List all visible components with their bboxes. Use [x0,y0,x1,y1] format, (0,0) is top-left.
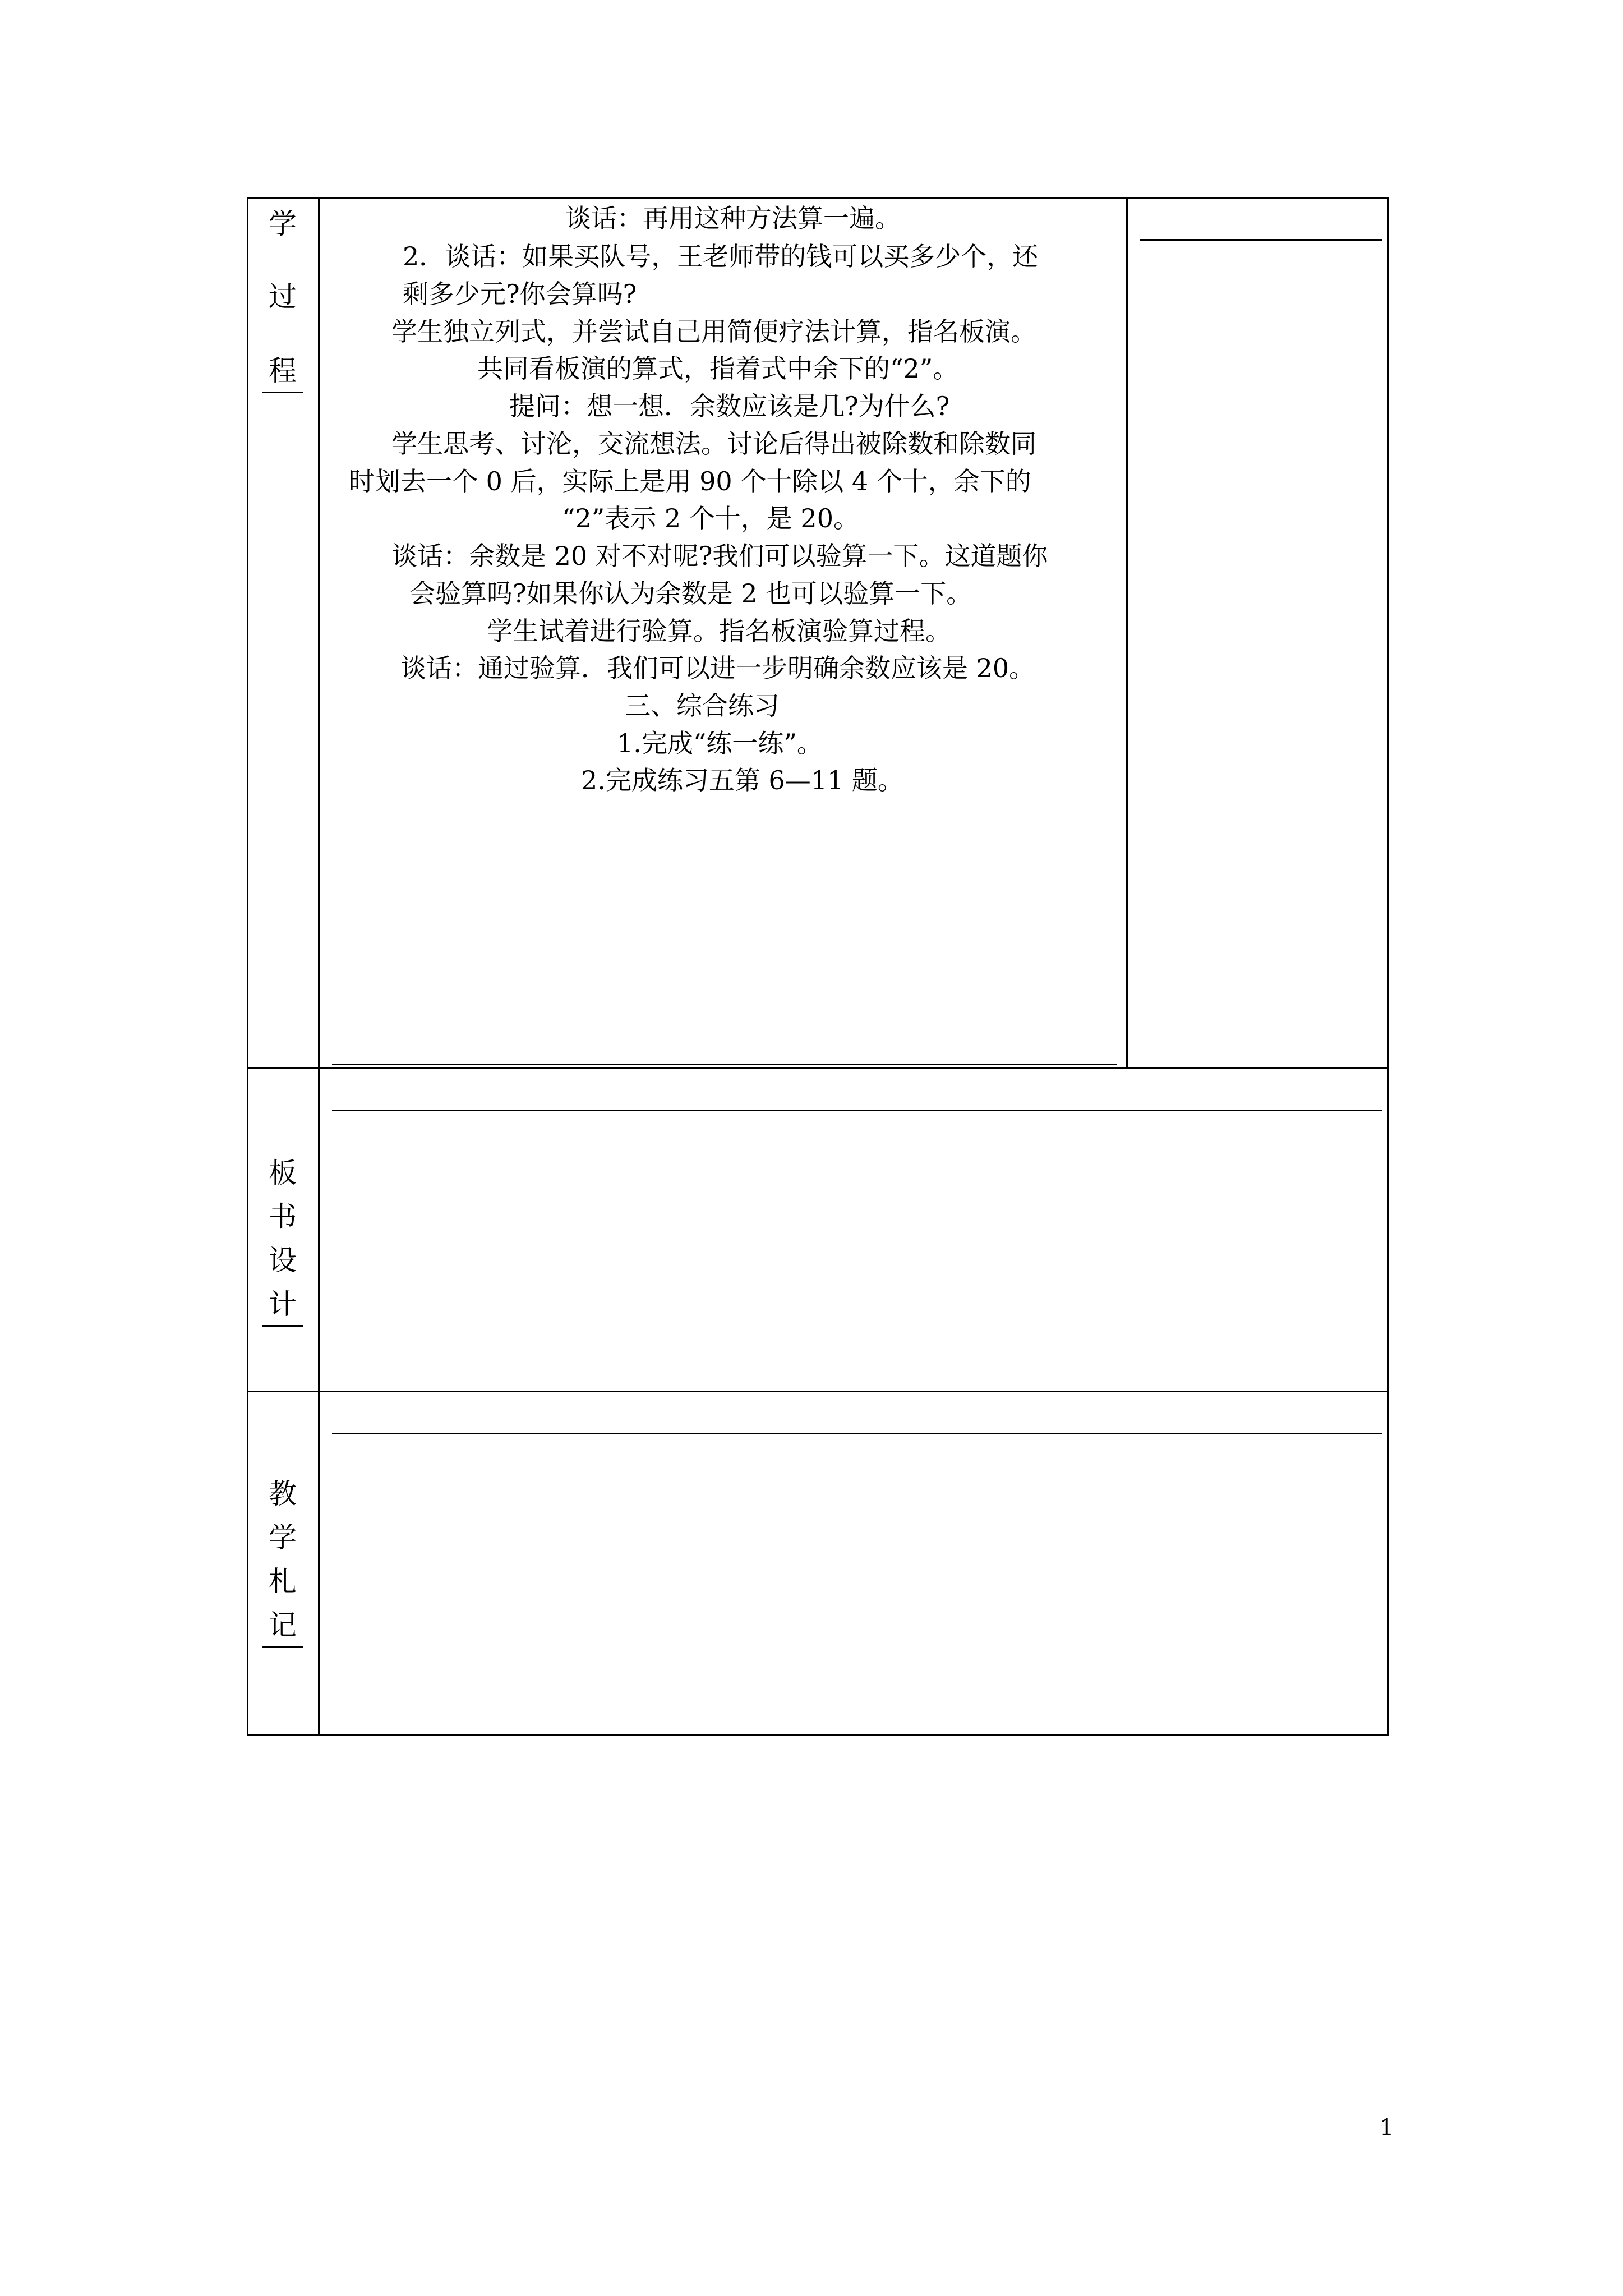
content-line: 谈话：通过验算．我们可以进一步明确余数应该是 20。 [400,653,1035,683]
label-underline [262,1646,303,1648]
content-line: 学生独立列式，并尝试自己用简便疗法计算，指名板演。 [391,316,1036,347]
content-line: 剩多少元?你会算吗? [403,279,637,309]
content-line: 2.完成练习五第 6—11 题。 [581,765,903,795]
content-line: 2．谈话：如果买队号，王老师带的钱可以买多少个，还 [403,241,1039,272]
content-line: 时划去一个 0 后，实际上是用 90 个十除以 4 个十，余下的 [349,466,1031,496]
content-line: 会验算吗?如果你认为余数是 2 也可以验算一下。 [409,578,972,609]
content-line: 共同看板演的算式，指着式中余下的“2”。 [477,353,959,384]
label-char: 学 [269,208,297,240]
label-char: 记 [269,1609,297,1641]
content-line: 谈话：再用这种方法算一遍。 [565,203,901,233]
table-border-top [247,197,1389,199]
board-design-writing-line [332,1110,1382,1111]
label-char: 学 [269,1521,297,1554]
label-underline [262,1325,303,1327]
label-char: 板 [269,1157,297,1189]
content-line: 学生思考、讨沦，交流想法。讨论后得出被除数和除数同 [391,429,1036,459]
label-char: 书 [269,1200,297,1233]
notes-writing-line [1140,239,1382,241]
row-divider-2 [247,1391,1389,1392]
table-border-bottom [247,1734,1389,1736]
label-char: 程 [269,355,297,387]
label-char: 过 [269,280,297,313]
page-number: 1 [1380,2115,1394,2141]
label-char: 札 [269,1565,297,1598]
label-char: 计 [269,1288,297,1320]
content-line: 三、综合练习 [625,691,780,721]
notes-column-divider [1126,197,1128,1068]
teaching-notes-writing-line [332,1433,1382,1434]
label-underline [262,392,303,393]
content-line: 提问：想一想．余数应该是几?为什么? [509,391,950,421]
label-char: 设 [269,1244,297,1277]
row-divider-1 [247,1067,1389,1069]
content-bottom-line [332,1064,1117,1065]
table-border-right [1387,197,1389,1736]
label-char: 教 [269,1478,297,1510]
content-line: “2”表示 2 个十，是 20。 [562,503,859,533]
content-line: 1.完成“练一练”。 [617,728,823,758]
content-line: 谈话：余数是 20 对不对呢?我们可以验算一下。这道题你 [391,541,1048,571]
lesson-plan-table [247,197,1389,1736]
content-line: 学生试着进行验算。指名板演验算过程。 [487,616,951,646]
